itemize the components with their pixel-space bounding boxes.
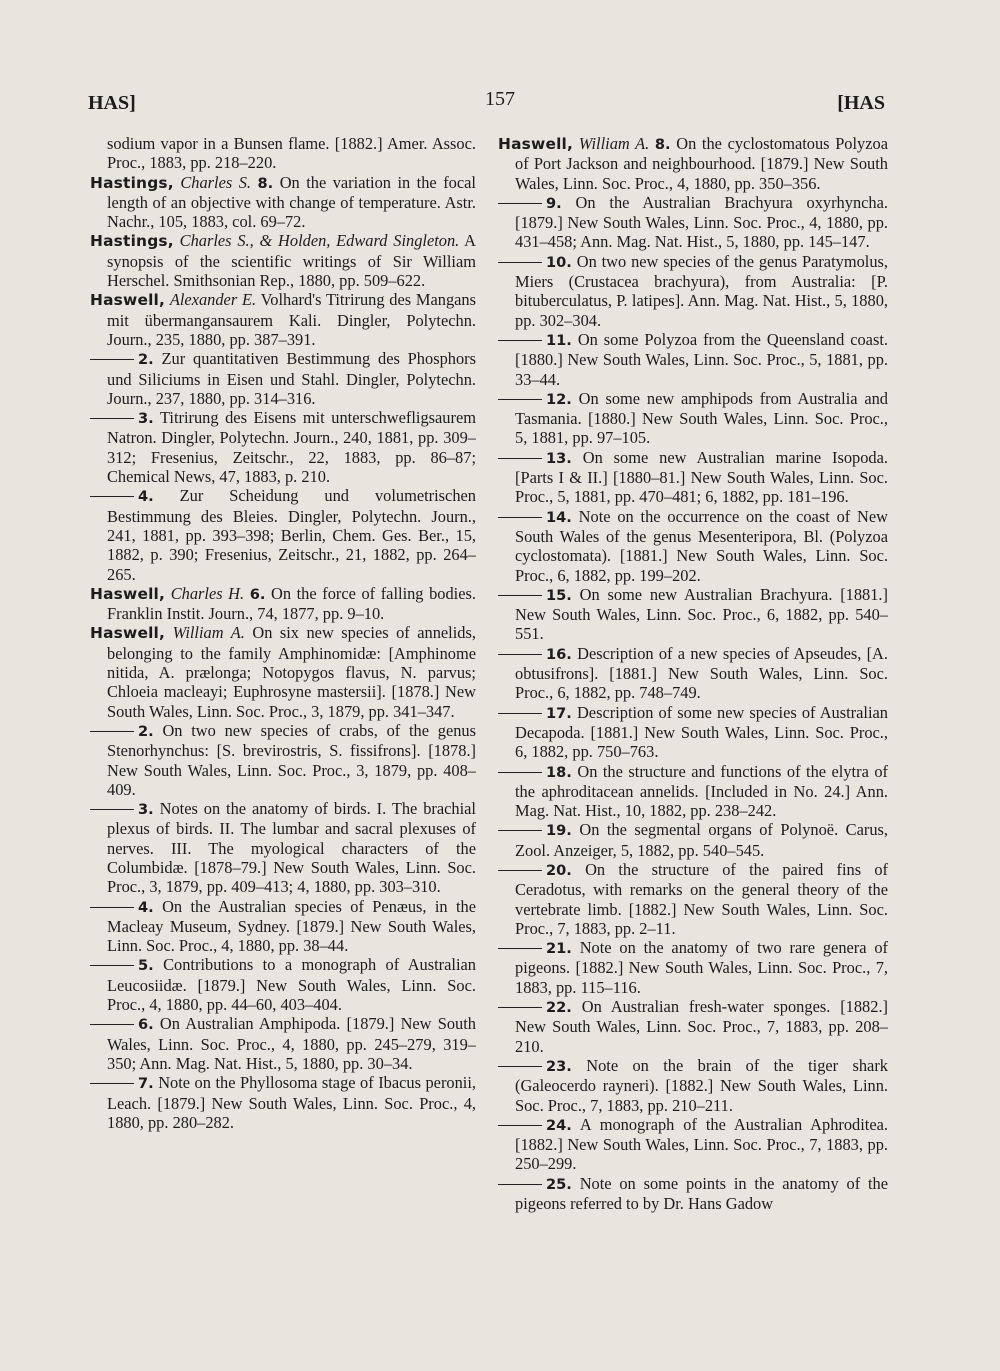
bibliography-entry: [498, 938, 888, 997]
bibliography-entry: [90, 173, 476, 232]
repeat-author-dash: [498, 1007, 542, 1008]
left-column: [90, 134, 476, 1132]
bibliography-entry: [90, 721, 476, 799]
entry-number: 3.: [138, 801, 154, 819]
entry-number: 19.: [546, 822, 572, 840]
author-given-name: Alexander E.: [169, 290, 257, 310]
entry-number: 4.: [138, 488, 154, 506]
entry-number: 10.: [546, 253, 572, 271]
entry-text: A monograph of the Australian Aphroditea. [1882.] New South Wales, Linn. Soc. Proc., 7, 1883, pp. 250–299.: [515, 1114, 888, 1174]
repeat-author-dash: [498, 654, 542, 655]
bibliography-entry: [90, 955, 476, 1014]
bibliography-entry: [498, 389, 888, 448]
entry-text: Notes on the anatomy of birds. I. The brachial plexus of birds. II. The lumbar and sacral plexuses of nerves. III. The myological characters of the Columbidæ. [1878–79.] New South Wales, Linn. Soc. Proc., 3, 1879, pp. 409–413; 4, 1880, pp. 303–310.: [107, 799, 476, 897]
entry-text: On the variation in the focal length of an objective with change of temperature. Astr. Nachr., 105, 1883, col. 69–72.: [107, 172, 476, 232]
bibliography-entry: [90, 799, 476, 896]
repeat-author-dash: [90, 1024, 134, 1025]
entry-number: 18.: [546, 763, 572, 781]
entry-text: On Australian Amphipoda. [1879.] New South Wales, Linn. Soc. Proc., 4, 1880, pp. 245–279, 319–350; Ann. Mag. Nat. Hist., 5, 1880, pp. 30–34.: [107, 1014, 476, 1073]
entry-number: 11.: [546, 331, 572, 349]
repeat-author-dash: [90, 418, 134, 419]
entry-text: On two new species of crabs, of the genus Stenorhynchus: [S. brevirostris, S. fissifrons]. [1878.] New South Wales, Linn. Soc. Proc., 3, 1879, pp. 408–409.: [107, 720, 476, 799]
bibliography-entry: [498, 193, 888, 252]
repeat-author-dash: [498, 772, 542, 773]
repeat-author-dash: [498, 870, 542, 871]
repeat-author-dash: [498, 1125, 542, 1126]
running-header: [0, 88, 1000, 122]
entry-text: Zur Scheidung und volumetrischen Bestimmung des Bleies. Dingler, Polytechn. Journ., 241, 1881, pp. 393–398; Berlin, Chem. Ges. Ber., 15, 1882, p. 390; Fresenius, Zeitschr., 21, 1882, pp. 264–265.: [107, 486, 476, 584]
entry-text: On some new Australian Brachyura. [1881.] New South Wales, Linn. Soc. Proc., 6, 1882, pp. 540–551.: [515, 584, 888, 644]
repeat-author-dash: [90, 1083, 134, 1084]
entry-number: 8.: [654, 136, 671, 153]
repeat-author-dash: [498, 1184, 542, 1185]
author-given-name: William A.: [578, 134, 650, 153]
entry-text: Note on the anatomy of two rare genera of pigeons. [1882.] New South Wales, Linn. Soc. Proc., 7, 1883, pp. 115–116.: [515, 938, 888, 997]
entry-number: 5.: [138, 957, 154, 975]
author-surname: Hastings,: [90, 232, 174, 251]
entry-text: On Australian fresh-water sponges. [1882.] New South Wales, Linn. Soc. Proc., 7, 1883, pp. 208–210.: [515, 997, 888, 1056]
entry-number: 15.: [546, 586, 572, 604]
bibliography-entry: [90, 408, 476, 486]
repeat-author-dash: [498, 399, 542, 400]
author-surname: Haswell,: [90, 291, 166, 310]
entry-text: On some new amphipods from Australia and Tasmania. [1880.] New South Wales, Linn. Soc. Proc., 5, 1881, pp. 97–105.: [515, 388, 888, 448]
entry-text: On some Polyzoa from the Queensland coast. [1880.] New South Wales, Linn. Soc. Proc., 5, 1881, pp. 33–44.: [515, 329, 888, 389]
entry-text: Volhard's Titrirung des Mangans mit übermangansaurem Kali. Dingler, Polytechn. Journ., 235, 1880, pp. 387–391.: [107, 290, 476, 349]
entry-text: A synopsis of the scientific writings of Sir William Herschel. Smithsonian Rep., 1880, pp. 509–622.: [107, 231, 476, 291]
bibliography-entry: [498, 860, 888, 938]
entry-number: 6.: [138, 1016, 154, 1034]
bibliography-entry: [498, 997, 888, 1056]
bibliography-entry: [498, 507, 888, 585]
bibliography-entry: [498, 134, 888, 193]
bibliography-entry: [90, 1073, 476, 1132]
bibliography-entry: [498, 703, 888, 762]
bibliography-entry: [498, 762, 888, 821]
entry-number: 2.: [138, 722, 154, 740]
entry-text: sodium vapor in a Bunsen flame. [1882.] Amer. Assoc. Proc., 1883, pp. 218–220.: [107, 134, 476, 173]
repeat-author-dash: [90, 907, 134, 908]
entry-number: 17.: [546, 704, 572, 722]
repeat-author-dash: [90, 731, 134, 732]
repeat-author-dash: [498, 340, 542, 341]
entry-text: Description of a new species of Apseudes, [A. obtusifrons]. [1881.] New South Wales, Linn. Soc. Proc., 6, 1882, pp. 748–749.: [515, 643, 888, 703]
header-right-guide: [HAS: [837, 92, 885, 114]
entry-number: 16.: [546, 645, 572, 663]
bibliography-entry: [90, 231, 476, 290]
bibliography-entry: [498, 1115, 888, 1174]
author-surname: Haswell,: [498, 135, 574, 153]
bibliography-entry: [90, 1014, 476, 1073]
bibliography-entry: [498, 330, 888, 389]
entry-number: 4.: [138, 898, 154, 916]
entry-text: On the segmental organs of Polynoë. Carus, Zool. Anzeiger, 5, 1882, pp. 540–545.: [515, 820, 888, 860]
bibliography-entry: [498, 1174, 888, 1214]
entry-text: Contributions to a monograph of Australian Leucosiidæ. [1879.] New South Wales, Linn. Soc. Proc., 4, 1880, pp. 44–60, 403–404.: [107, 955, 476, 1015]
repeat-author-dash: [498, 830, 542, 831]
page-number: 157: [485, 88, 515, 110]
repeat-author-dash: [498, 458, 542, 459]
entry-text: On two new species of the genus Paratymolus, Miers (Crustacea brachyura), from Australia: [P. bituberculatus, P. latipes]. Ann. Mag. Nat. Hist., 5, 1880, pp. 302–304.: [515, 251, 888, 330]
repeat-author-dash: [498, 1066, 542, 1067]
repeat-author-dash: [90, 809, 134, 810]
entry-text: Note on the occurrence on the coast of New South Wales of the genus Mesenteripora, Bl. (Polyzoa cyclostomata). [1881.] New South Wales, Linn. Soc. Proc., 6, 1882, pp. 199–202.: [515, 506, 888, 585]
entry-text: On the Australian species of Penæus, in the Macleay Museum, Sydney. [1879.] New South Wales, Linn. Soc. Proc., 4, 1880, pp. 38–44.: [107, 896, 476, 956]
author-surname: Haswell,: [90, 584, 166, 603]
entry-number: 23.: [546, 1057, 572, 1075]
bibliography-entry: [90, 897, 476, 956]
entry-text: On the cyclostomatous Polyzoa of Port Jackson and neighbourhood. [1879.] New South Wales, Linn. Soc. Proc., 4, 1880, pp. 350–356.: [515, 134, 888, 193]
repeat-author-dash: [90, 496, 134, 497]
entry-number: 13.: [546, 449, 572, 467]
author-surname: Hastings,: [90, 173, 174, 192]
entry-number: 21.: [546, 940, 572, 958]
bibliography-entry: [498, 448, 888, 507]
bibliography-entry: [498, 252, 888, 330]
entry-number: 12.: [546, 390, 572, 408]
entry-number: 6.: [249, 585, 266, 603]
bibliography-entry: [498, 820, 888, 860]
bibliography-entry: [90, 623, 476, 720]
entry-text: On the Australian Brachyura oxyrhyncha. [1879.] New South Wales, Linn. Soc. Proc., 4, 1880, pp. 431–458; Ann. Mag. Nat. Hist., 5, 1880, pp. 145–147.: [515, 192, 888, 252]
author-surname: Haswell,: [90, 624, 166, 643]
repeat-author-dash: [498, 517, 542, 518]
entry-number: 3.: [138, 410, 154, 428]
author-given-name: Charles S.: [180, 172, 252, 192]
entry-text: On the structure of the paired fins of Ceradotus, with remarks on the general theory of the vertebrate limb. [1882.] New South Wales, Linn. Soc. Proc., 7, 1883, pp. 2–11.: [515, 859, 888, 938]
entry-text: Note on some points in the anatomy of the pigeons referred to by Dr. Hans Gadow: [515, 1173, 889, 1214]
entry-text: On the force of falling bodies. Franklin Instit. Journ., 74, 1877, pp. 9–10.: [107, 583, 476, 624]
entry-number: 8.: [257, 174, 274, 192]
bibliography-entry: [498, 585, 888, 644]
entry-text: Titrirung des Eisens mit unterschwefligsaurem Natron. Dingler, Polytechn. Journ., 240, 1881, pp. 309–312; Fresenius, Zeitschr., 22, 1883, pp. 86–87; Chemical News, 47, 1883, p. 210.: [107, 408, 476, 487]
bibliography-entry: [498, 1056, 888, 1115]
repeat-author-dash: [90, 359, 134, 360]
header-left-guide: HAS]: [88, 92, 136, 114]
entry-text: Zur quantitativen Bestimmung des Phosphors und Siliciums in Eisen und Stahl. Dingler, Polytechn. Journ., 237, 1880, pp. 314–316.: [107, 349, 476, 408]
entry-text: On some new Australian marine Isopoda. [Parts I & II.] [1880–81.] New South Wales, Linn. Soc. Proc., 5, 1881, pp. 470–481; 6, 1882, pp. 181–196.: [515, 447, 888, 507]
bibliography-entry: [498, 644, 888, 703]
entry-number: 25.: [546, 1175, 572, 1193]
entry-number: 7.: [138, 1075, 154, 1093]
entry-number: 22.: [546, 999, 572, 1017]
repeat-author-dash: [498, 713, 542, 714]
repeat-author-dash: [498, 595, 542, 596]
bibliography-entry: [90, 349, 476, 408]
entry-text: On the structure and functions of the elytra of the aphroditacean annelids. [Included in No. 24.] Ann. Mag. Nat. Hist., 10, 1882, pp. 238–242.: [515, 761, 888, 821]
entry-number: 14.: [546, 508, 572, 526]
entry-number: 20.: [546, 861, 572, 879]
bibliography-entry: [90, 290, 476, 349]
repeat-author-dash: [498, 262, 542, 263]
entry-text: Note on the Phyllosoma stage of Ibacus peronii, Leach. [1879.] New South Wales, Linn. Soc. Proc., 4, 1880, pp. 280–282.: [107, 1073, 476, 1132]
bibliography-entry: [90, 584, 476, 624]
entry-number: 24.: [546, 1116, 572, 1134]
repeat-author-dash: [90, 965, 134, 966]
entry-text: On six new species of annelids, belonging to the family Amphinomidæ: [Amphinome nitida, A. prælonga; Notopygos flavus, N. parvus; Chloeia macleayi; Euphrosyne mastersii]. [1878.] New South Wales, Linn. Soc. Proc., 3, 1879, pp. 341–347.: [107, 623, 476, 721]
repeat-author-dash: [498, 203, 542, 204]
author-given-name: William A.: [172, 623, 245, 643]
bibliography-entry: [90, 486, 476, 583]
entry-text: Note on the brain of the tiger shark (Galeocerdo rayneri). [1882.] New South Wales, Linn. Soc. Proc., 7, 1883, pp. 210–211.: [515, 1055, 888, 1115]
bibliography-entry: [90, 134, 476, 173]
author-given-name: Charles H.: [170, 583, 245, 603]
repeat-author-dash: [498, 948, 542, 949]
entry-text: Description of some new species of Australian Decapoda. [1881.] New South Wales, Linn. Soc. Proc., 6, 1882, pp. 750–763.: [515, 702, 888, 762]
right-column: [498, 134, 888, 1213]
entry-number: 2.: [138, 351, 154, 369]
entry-number: 9.: [546, 194, 562, 212]
author-given-name: Charles S., & Holden, Edward Singleton.: [179, 231, 460, 251]
